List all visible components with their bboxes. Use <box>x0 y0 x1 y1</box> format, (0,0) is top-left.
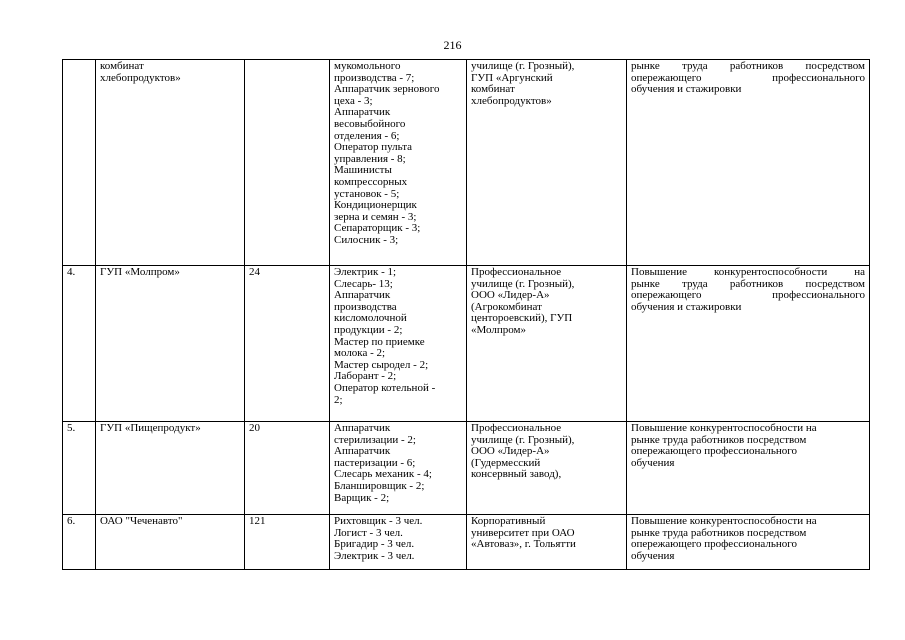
institution-line: (Агрокомбинат <box>471 300 542 313</box>
profession-line: весовыбойного <box>334 117 406 130</box>
professions-cell <box>330 60 467 266</box>
organization-cell <box>96 515 245 570</box>
profession-line: Бланшировщик - 2; <box>334 479 425 492</box>
purpose-word: труда <box>682 277 708 290</box>
page-number: 216 <box>443 38 462 52</box>
profession-line: компрессорных <box>334 175 408 188</box>
trainee-count-cell <box>245 515 330 570</box>
purpose-word: посредством <box>805 277 865 290</box>
institution-line: училище (г. Грозный), <box>471 60 575 72</box>
profession-line: 2; <box>334 393 343 406</box>
purpose-word: профессионального <box>772 71 865 84</box>
institution-line: консервный завод), <box>471 468 562 481</box>
purpose-word: труда <box>682 60 708 72</box>
profession-line: стерилизации - 2; <box>334 433 416 446</box>
profession-line: производства - 7; <box>334 71 415 84</box>
row-number-cell <box>63 422 96 515</box>
profession-line: продукции - 2; <box>334 323 403 336</box>
purpose-word: опережающего профессионального <box>631 538 798 551</box>
purpose-word: опережающего <box>631 71 702 84</box>
purpose-line <box>631 61 865 73</box>
table-body <box>63 60 870 570</box>
organization-line: ОАО "Чеченавто" <box>100 515 183 527</box>
organization-cell <box>96 60 245 266</box>
profession-line: установок - 5; <box>334 187 400 200</box>
institution-line: центороевский), ГУП <box>471 312 573 325</box>
purpose-word: Повышение конкурентоспособности на <box>631 515 817 527</box>
purpose-word: опережающего <box>631 289 702 302</box>
profession-line: Силосник - 3; <box>334 233 399 246</box>
purpose-word: посредством <box>805 60 865 72</box>
row-number-cell <box>63 60 96 266</box>
institution-line: ГУП «Аргунский <box>471 71 553 84</box>
row-number-cell <box>63 515 96 570</box>
organization-line: хлебопродуктов» <box>100 71 181 84</box>
profession-line: Аппаратчик зернового <box>334 83 440 96</box>
profession-line: Слесарь механик - 4; <box>334 468 432 481</box>
profession-line: Кондиционерщик <box>334 199 417 212</box>
profession-line: Оператор пульта <box>334 141 413 154</box>
organization-cell <box>96 266 245 422</box>
profession-line: Электрик - 1; <box>334 266 397 278</box>
purpose-word: рынке труда работников посредством <box>631 526 807 539</box>
professions-cell <box>330 422 467 515</box>
organization-line: комбинат <box>100 60 144 72</box>
purpose-word: работников <box>729 277 784 290</box>
trainee-count-cell <box>245 422 330 515</box>
purpose-word: профессионального <box>772 289 865 302</box>
profession-line: Оператор котельной - <box>334 381 436 394</box>
institution-line: комбинат <box>471 83 515 96</box>
institution-line: училище (г. Грозный), <box>471 433 575 446</box>
professions-cell <box>330 515 467 570</box>
institution-line: университет при ОАО <box>471 526 575 539</box>
profession-line: молока - 2; <box>334 347 386 360</box>
purpose-cell <box>627 60 870 266</box>
row-number-cell <box>63 266 96 422</box>
row-number: 6. <box>67 515 76 527</box>
purpose-word: конкурентоспособности <box>713 266 828 278</box>
purpose-word: опережающего профессионального <box>631 445 798 458</box>
table-row <box>63 266 870 422</box>
purpose-word: на <box>854 266 865 278</box>
purpose-line <box>631 302 865 314</box>
profession-line: Машинисты <box>334 164 392 177</box>
purpose-cell <box>627 422 870 515</box>
purpose-word: обучения <box>631 456 675 469</box>
institution-line: «Автоваз», г. Тольятти <box>471 538 576 551</box>
profession-line: Аппаратчик <box>334 106 391 119</box>
trainee-count: 24 <box>249 266 260 278</box>
profession-line: Варщик - 2; <box>334 491 390 504</box>
institution-line: (Гудермесский <box>471 456 541 469</box>
purpose-word: рынке <box>631 277 660 290</box>
profession-line: кисломолочной <box>334 312 407 325</box>
purpose-word: Повышение <box>631 266 688 278</box>
institution-line: Профессиональное <box>471 266 562 278</box>
profession-line: цеха - 3; <box>334 94 373 107</box>
purpose-word: рынке труда работников посредством <box>631 433 807 446</box>
row-number: 4. <box>67 266 76 278</box>
purpose-cell <box>627 515 870 570</box>
institution-line: училище (г. Грозный), <box>471 277 575 290</box>
table-row <box>63 422 870 515</box>
purpose-word: обучения и стажировки <box>631 300 742 313</box>
purpose-word: Повышение конкурентоспособности на <box>631 422 817 434</box>
profession-line: Электрик - 3 чел. <box>334 549 415 562</box>
organization-line: ГУП «Пищепродукт» <box>100 422 201 434</box>
profession-line: Сепараторщик - 3; <box>334 222 421 235</box>
purpose-word: обучения <box>631 549 675 562</box>
profession-line: управления - 8; <box>334 152 406 165</box>
institution-line: хлебопродуктов» <box>471 94 552 107</box>
organization-line: ГУП «Молпром» <box>100 266 180 278</box>
profession-line: Лаборант - 2; <box>334 370 397 383</box>
table-row <box>63 60 870 266</box>
purpose-word: рынке <box>631 60 660 72</box>
profession-line: Мастер по приемке <box>334 335 425 348</box>
profession-line: Бригадир - 3 чел. <box>334 538 415 551</box>
institution-cell <box>467 266 627 422</box>
profession-line: Слесарь- 13; <box>334 277 393 290</box>
institution-line: Корпоративный <box>471 515 546 527</box>
institution-line: Профессиональное <box>471 422 562 434</box>
organization-cell <box>96 422 245 515</box>
purpose-word: работников <box>729 60 784 72</box>
profession-line: Логист - 3 чел. <box>334 526 403 539</box>
purpose-line <box>631 84 865 96</box>
trainee-count: 20 <box>249 422 260 434</box>
row-number: 5. <box>67 422 76 434</box>
profession-line: зерна и семян - 3; <box>334 210 417 223</box>
profession-line: Рихтовщик - 3 чел. <box>334 515 423 527</box>
profession-line: Аппаратчик <box>334 289 391 302</box>
purpose-line <box>631 551 865 563</box>
profession-line: мукомольного <box>334 60 401 72</box>
profession-line: Аппаратчик <box>334 445 391 458</box>
purpose-cell <box>627 266 870 422</box>
programs-table <box>62 59 870 570</box>
profession-line: Мастер сыродел - 2; <box>334 358 429 371</box>
institution-line: «Молпром» <box>471 323 526 336</box>
trainee-count-cell <box>245 60 330 266</box>
trainee-count-cell <box>245 266 330 422</box>
profession-line: пастеризации - 6; <box>334 456 416 469</box>
purpose-line <box>631 458 865 470</box>
table-row <box>63 515 870 570</box>
institution-cell <box>467 422 627 515</box>
institution-cell <box>467 515 627 570</box>
professions-cell <box>330 266 467 422</box>
profession-line: производства <box>334 300 397 313</box>
institution-cell <box>467 60 627 266</box>
profession-line: отделения - 6; <box>334 129 400 142</box>
profession-line: Аппаратчик <box>334 422 391 434</box>
institution-line: ООО «Лидер-А» <box>471 289 550 302</box>
purpose-word: обучения и стажировки <box>631 83 742 96</box>
purpose-line <box>631 267 865 279</box>
trainee-count: 121 <box>249 515 266 527</box>
institution-line: ООО «Лидер-А» <box>471 445 550 458</box>
